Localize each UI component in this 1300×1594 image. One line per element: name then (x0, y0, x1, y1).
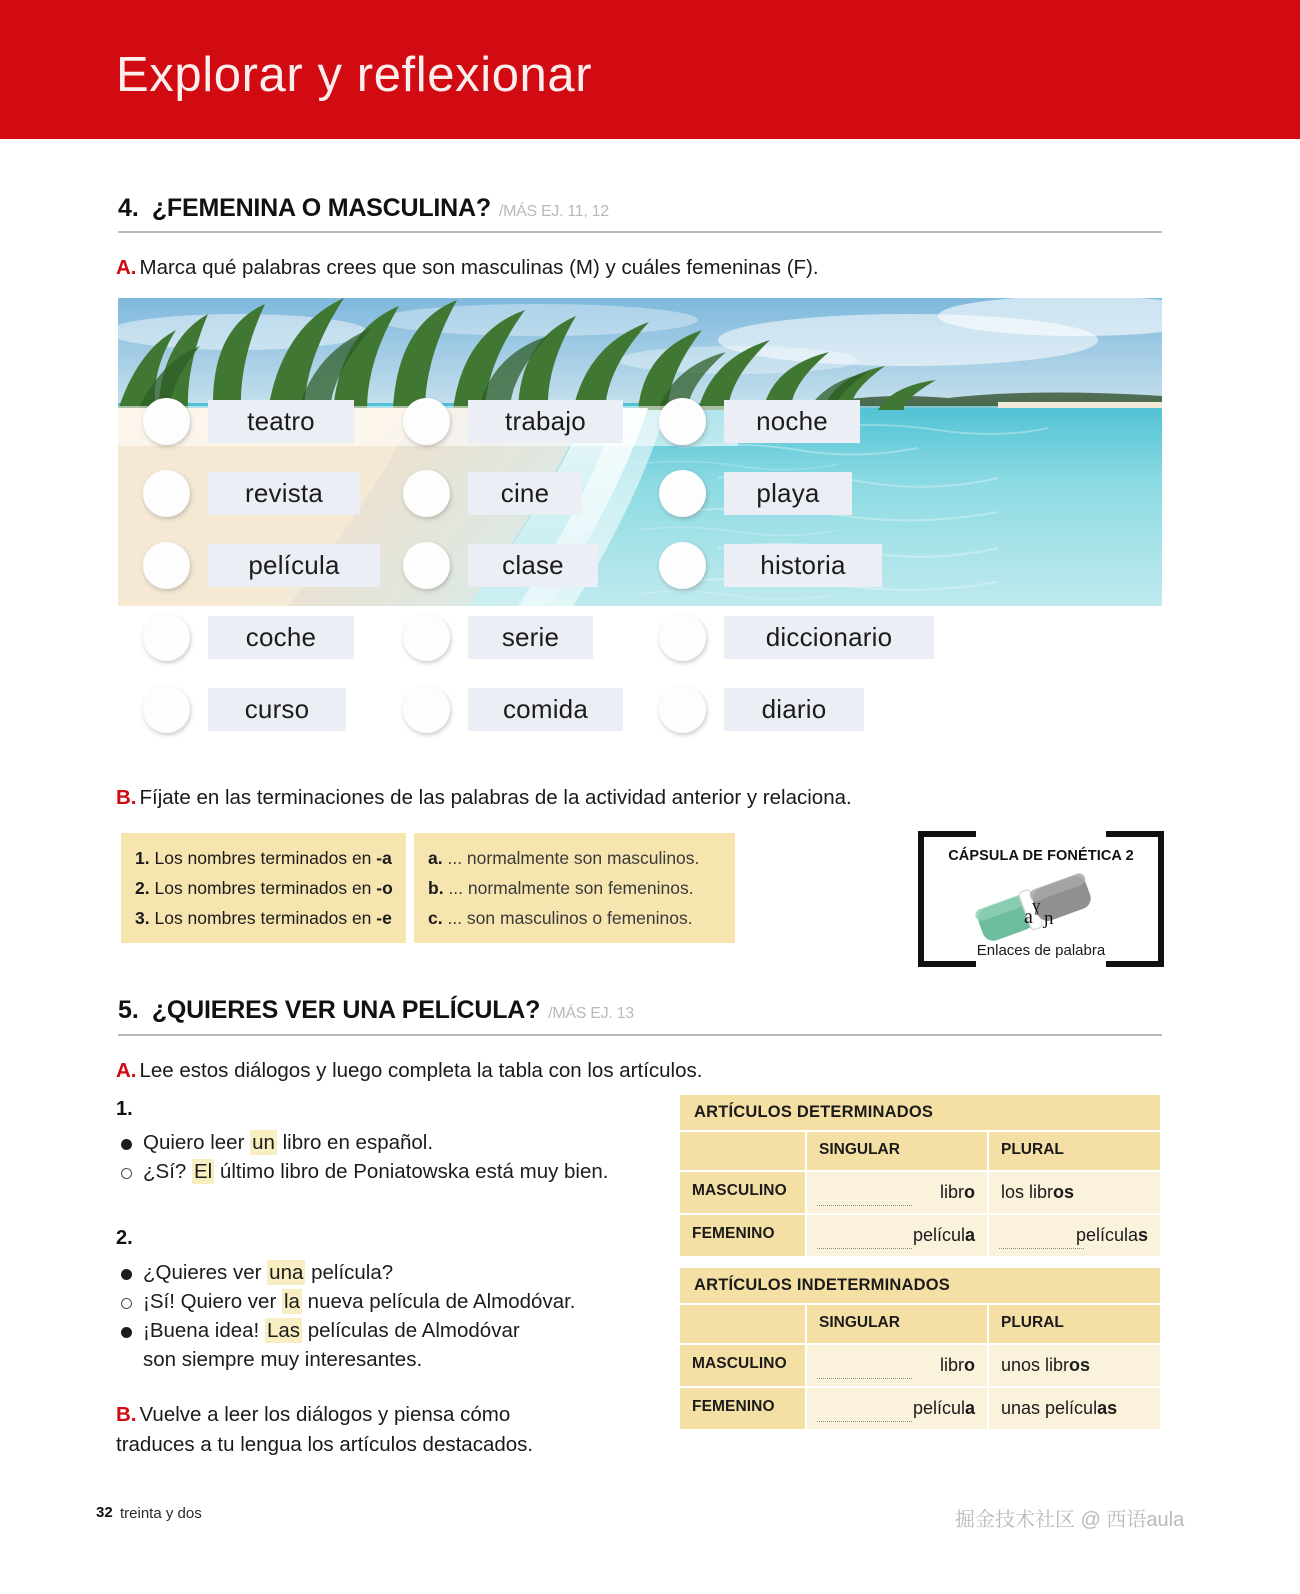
word-chip-coche[interactable] (208, 616, 354, 659)
beach-photo (118, 298, 1162, 724)
dialog-text-post: libro en español. (276, 1131, 434, 1154)
task-5b-line1: Vuelve a leer los diálogos y piensa cómo (139, 1403, 511, 1426)
word-chip-revista[interactable] (208, 472, 360, 515)
table-col-plural: PLURAL (989, 1305, 1160, 1343)
task-5b-line2: traduces a tu lengua los artículos destacados. (116, 1433, 534, 1456)
word-chip-teatro[interactable] (208, 400, 354, 443)
dialog-1-line-2 (143, 1159, 609, 1186)
word-circle-teatro[interactable] (143, 398, 190, 445)
word-label: teatro (247, 406, 315, 436)
word-chip-playa[interactable] (724, 472, 852, 515)
highlighted-article: una (269, 1261, 304, 1284)
table-cell-femenino-singular[interactable] (807, 1388, 987, 1429)
word-ending: o (964, 1355, 975, 1375)
word-chip-clase[interactable] (468, 544, 598, 587)
section-5-title: ¿QUIERES VER UNA PELÍCULA? (151, 996, 541, 1024)
table-row (680, 1345, 1160, 1386)
dialog-text-pre: ¿Sí? (143, 1160, 192, 1183)
table-cell-masculino-singular[interactable] (807, 1345, 987, 1386)
word-circle-diccionario[interactable] (659, 614, 706, 661)
section-4-number: 4. (118, 194, 139, 222)
table-cell-femenino-plural (989, 1388, 1160, 1429)
match-right-item-a[interactable] (428, 843, 725, 873)
table-row-header (680, 1305, 1160, 1343)
match-right-text: ... normalmente son femeninos. (448, 878, 694, 899)
word-circle-pelicula[interactable] (143, 542, 190, 589)
page-number: 32 (96, 1504, 113, 1521)
task-5b-label: B. (116, 1403, 137, 1426)
bracket-right-bottom (1106, 961, 1164, 967)
dialog-text-post: películas de Almodóvar (302, 1319, 520, 1342)
task-4b-label: B. (116, 786, 137, 809)
bracket-right-top (1106, 831, 1164, 837)
dialog-text-post: nueva película de Almodóvar. (301, 1290, 576, 1313)
word-label: curso (244, 694, 310, 724)
word-ending: os (1053, 1182, 1075, 1202)
task-5a-text: Lee estos diálogos y luego completa la tabla con los artículos. (139, 1059, 703, 1082)
table-articulos-indeterminados (680, 1268, 1160, 1429)
dialog-1-line-1 (143, 1130, 433, 1157)
fill-in-blank[interactable] (817, 1421, 912, 1422)
match-right-item-c[interactable] (428, 903, 725, 933)
word-circle-noche[interactable] (659, 398, 706, 445)
match-left-ending: -e (376, 908, 392, 929)
table-col-singular: SINGULAR (807, 1305, 987, 1343)
word-label: revista (245, 478, 323, 508)
table-cell-masculino-singular[interactable] (807, 1172, 987, 1213)
task-4b (116, 784, 1162, 811)
word-circle-comida[interactable] (403, 686, 450, 733)
word-ending: os (1069, 1355, 1091, 1375)
fill-in-blank[interactable] (817, 1248, 912, 1249)
match-left-index: 2. (135, 878, 150, 899)
fill-in-blank[interactable] (999, 1248, 1084, 1249)
section-5-more-exercises: /MÁS EJ. 13 (548, 1005, 634, 1022)
table-corner-cell (680, 1305, 805, 1343)
section-4-title: ¿FEMENINA O MASCULINA? (151, 194, 491, 222)
word-circle-revista[interactable] (143, 470, 190, 517)
word-circle-trabajo[interactable] (403, 398, 450, 445)
speaker-bullet-filled (121, 1139, 132, 1150)
dialog-text-post: último libro de Poniatowska está muy bien. (214, 1160, 609, 1183)
table-determinados-title: ARTÍCULOS DETERMINADOS (680, 1095, 1160, 1130)
dialog-text-pre: ¡Buena idea! (143, 1319, 265, 1342)
fill-in-blank[interactable] (817, 1205, 912, 1206)
table-cell-masculino-plural (989, 1345, 1160, 1386)
match-right-index: a. (428, 848, 443, 868)
speaker-bullet-filled (121, 1269, 132, 1280)
match-right-index: b. (428, 878, 444, 899)
dialog-2-line-1 (143, 1260, 393, 1287)
task-5a-label: A. (116, 1059, 137, 1082)
word-circle-curso[interactable] (143, 686, 190, 733)
table-indeterminados-title: ARTÍCULOS INDETERMINADOS (680, 1268, 1160, 1303)
word-label: cine (500, 478, 550, 508)
speaker-bullet-open (121, 1298, 132, 1309)
word-chip-noche[interactable] (724, 400, 860, 443)
word-ending: as (1097, 1398, 1118, 1418)
match-left-text: Los nombres terminados en (154, 878, 377, 899)
dialog-2-line-3-continuation: son siempre muy interesantes. (143, 1348, 423, 1371)
match-left-ending: -a (376, 848, 392, 868)
word-chip-historia[interactable] (724, 544, 882, 587)
word-stem: unos libr (1001, 1355, 1070, 1375)
match-left-index: 3. (135, 908, 150, 929)
match-left-item-1[interactable] (135, 843, 396, 873)
watermark: 掘金技术社区 @ 西语aula (955, 1509, 1185, 1531)
table-articulos-determinados (680, 1095, 1160, 1256)
dialog-1-number: 1. (116, 1098, 133, 1120)
match-left-item-2[interactable] (135, 873, 396, 903)
dialog-2-line-3 (143, 1318, 520, 1345)
phonetics-capsule-box (918, 831, 1164, 967)
word-label: clase (502, 550, 564, 580)
task-5b-line2-wrap (116, 1431, 676, 1458)
dialog-2-number: 2. (116, 1227, 133, 1249)
phonetic-symbol-nj: ɲ (1044, 908, 1054, 929)
table-row-label-femenino: FEMENINO (680, 1215, 805, 1256)
word-stem: libr (939, 1182, 964, 1202)
table-row-header (680, 1132, 1160, 1170)
task-4a-label: A. (116, 256, 137, 279)
word-label: coche (245, 622, 317, 652)
phonetic-symbol-gamma: ɣ (1032, 896, 1041, 915)
table-row (680, 1172, 1160, 1213)
word-label: película (248, 550, 340, 580)
pill-capsule-icon (966, 875, 1116, 937)
dialog-text-pre: ¿Quieres ver (143, 1261, 268, 1284)
word-circle-cine[interactable] (403, 470, 450, 517)
highlighted-article: un (252, 1131, 275, 1154)
word-chip-curso[interactable] (208, 688, 346, 731)
phonetic-symbol-a: a (1024, 906, 1033, 928)
banner-title: Explorar y reflexionar (116, 48, 593, 102)
word-stem: unas películ (1001, 1398, 1098, 1418)
word-chip-diccionario[interactable] (724, 616, 934, 659)
word-circle-serie[interactable] (403, 614, 450, 661)
page-number-text: treinta y dos (120, 1505, 202, 1522)
word-label: comida (502, 694, 588, 724)
task-4a (116, 254, 1162, 281)
word-stem: película (1075, 1225, 1138, 1245)
table-row-label-femenino: FEMENINO (680, 1388, 805, 1429)
section-4-more-exercises: /MÁS EJ. 11, 12 (498, 203, 609, 220)
word-label: historia (760, 550, 846, 580)
table-row-label-masculino: MASCULINO (680, 1345, 805, 1386)
table-col-plural: PLURAL (989, 1132, 1160, 1170)
section-5-number: 5. (118, 996, 139, 1024)
match-left-text: Los nombres terminados en (154, 908, 377, 929)
task-5b (116, 1401, 676, 1428)
section-5-rule (118, 1034, 1162, 1036)
dialog-text-post: película? (305, 1261, 394, 1284)
task-4b-text: Fíjate en las terminaciones de las palabras de la actividad anterior y relaciona. (139, 786, 852, 809)
word-stem: los libr (1001, 1182, 1054, 1202)
match-right-text: ... son masculinos o femeninos. (447, 908, 693, 929)
word-ending: a (964, 1225, 975, 1245)
word-label: diario (761, 694, 827, 724)
task-4a-text: Marca qué palabras crees que son masculinas (M) y cuáles femeninas (F). (139, 256, 819, 279)
table-corner-cell (680, 1132, 805, 1170)
speaker-bullet-filled (121, 1327, 132, 1338)
dialog-text-pre: Quiero leer (143, 1131, 251, 1154)
section-4-heading (118, 194, 609, 223)
word-chip-serie[interactable] (468, 616, 593, 659)
table-row-label-masculino: MASCULINO (680, 1172, 805, 1213)
table-cell-femenino-plural[interactable] (989, 1215, 1160, 1256)
match-right-index: c. (428, 908, 443, 929)
word-ending: o (964, 1182, 975, 1202)
table-cell-masculino-plural (989, 1172, 1160, 1213)
word-stem: películ (912, 1225, 965, 1245)
match-left-text: Los nombres terminados en (154, 848, 377, 868)
table-col-singular: SINGULAR (807, 1132, 987, 1170)
bracket-left-bottom (918, 961, 976, 967)
bracket-left-top (918, 831, 976, 837)
fill-in-blank[interactable] (817, 1378, 912, 1379)
word-circle-clase[interactable] (403, 542, 450, 589)
word-ending: s (1137, 1225, 1148, 1245)
dialog-text-pre: ¡Sí! Quiero ver (143, 1290, 282, 1313)
word-stem: películ (912, 1398, 965, 1418)
match-right-text: ... normalmente son masculinos. (447, 848, 700, 868)
table-row (680, 1215, 1160, 1256)
section-4-rule (118, 231, 1162, 233)
word-label: serie (501, 622, 560, 652)
highlighted-article: El (194, 1160, 213, 1183)
word-stem: libr (939, 1355, 964, 1375)
word-label: trabajo (505, 406, 586, 436)
word-chip-comida[interactable] (468, 688, 623, 731)
speaker-bullet-open (121, 1168, 132, 1179)
word-label: noche (756, 406, 828, 436)
capsule-subtitle: Enlaces de palabra (976, 942, 1106, 959)
highlighted-article: Las (266, 1319, 301, 1342)
match-left-item-3[interactable] (135, 903, 396, 933)
match-options-left[interactable] (121, 833, 406, 943)
match-right-item-b[interactable] (428, 873, 725, 903)
dialog-2-line-2 (143, 1289, 576, 1316)
highlighted-article: la (284, 1290, 300, 1313)
match-left-index: 1. (135, 848, 150, 868)
word-chip-pelicula[interactable] (208, 544, 380, 587)
word-label: diccionario (765, 622, 893, 652)
word-chip-diario[interactable] (724, 688, 864, 731)
word-circle-historia[interactable] (659, 542, 706, 589)
word-circle-diario[interactable] (659, 686, 706, 733)
page-banner (0, 0, 1300, 139)
capsule-title: CÁPSULA DE FONÉTICA 2 (948, 848, 1134, 864)
word-circle-playa[interactable] (659, 470, 706, 517)
section-5-heading (118, 996, 634, 1025)
match-left-ending: -o (376, 878, 393, 899)
word-chip-trabajo[interactable] (468, 400, 623, 443)
word-circle-coche[interactable] (143, 614, 190, 661)
task-5a (116, 1057, 1162, 1084)
match-options-right[interactable] (414, 833, 735, 943)
table-cell-femenino-singular[interactable] (807, 1215, 987, 1256)
table-row (680, 1388, 1160, 1429)
word-label: playa (756, 478, 820, 508)
word-ending: a (964, 1398, 975, 1418)
word-chip-cine[interactable] (468, 472, 582, 515)
